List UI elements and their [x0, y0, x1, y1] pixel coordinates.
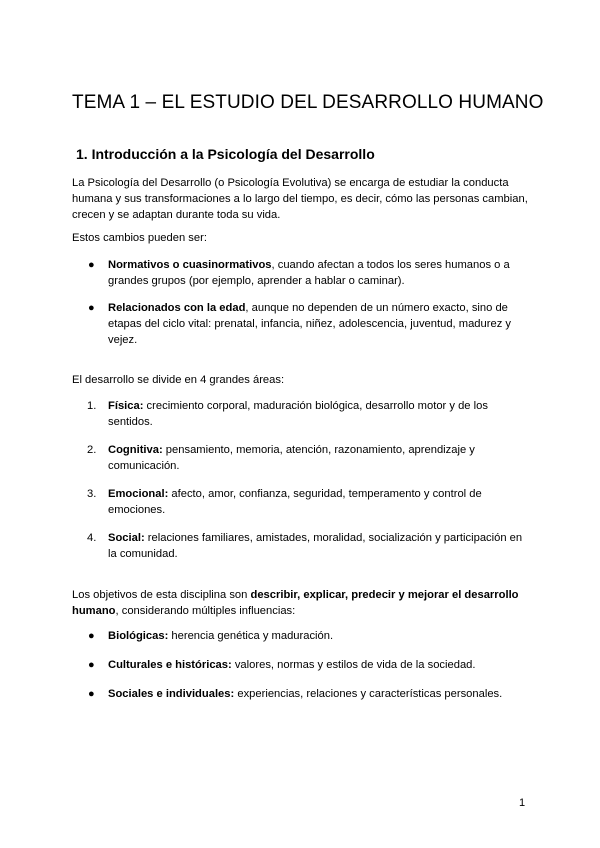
bullet-icon: ●	[88, 688, 95, 700]
list-item-term: Sociales e individuales:	[108, 688, 235, 700]
objectives-paragraph	[72, 587, 542, 619]
list-item	[108, 657, 528, 673]
list-item-text: , cuando afectan a todos los seres humanos o a grandes grupos (por ejemplo, aprender a hablar o caminar).	[108, 259, 510, 287]
objectives-bold: describir, explicar, predecir y mejorar el desarrollo humano	[72, 589, 519, 617]
objectives-pre: Los objetivos de esta disciplina son	[72, 589, 251, 601]
bullet-icon: ●	[88, 659, 95, 671]
bullet-icon: ●	[88, 302, 95, 314]
list-item	[108, 257, 528, 289]
list-item-text: afecto, amor, confianza, seguridad, temperamento y control de emociones.	[108, 488, 482, 516]
list-item-text: relaciones familiares, amistades, moralidad, socialización y participación en la comunidad.	[108, 532, 523, 560]
list-number: 1.	[87, 400, 97, 412]
list-item-term: Cognitiva:	[108, 444, 163, 456]
list-item-term: Biológicas:	[108, 630, 169, 642]
list-item-term: Relacionados con la edad	[108, 302, 246, 314]
objectives-post: , considerando múltiples influencias:	[115, 605, 296, 617]
list-item	[108, 530, 528, 562]
page-number: 1	[519, 797, 526, 809]
list-item	[108, 686, 528, 702]
list-item-term: Física:	[108, 400, 144, 412]
intro-paragraph: La Psicología del Desarrollo (o Psicología Evolutiva) se encarga de estudiar la conducta humana y sus transformaciones a lo largo del tiempo, es decir, cómo las personas cambian, crecen y se adaptan durante toda su vida.	[72, 177, 528, 221]
bullet-icon: ●	[88, 630, 95, 642]
list-item-text: experiencias, relaciones y características personales.	[234, 688, 503, 700]
bullet-icon: ●	[88, 259, 95, 271]
list-item-text: valores, normas y estilos de vida de la sociedad.	[231, 659, 476, 671]
list-number: 3.	[87, 488, 97, 500]
list-item	[108, 628, 528, 644]
list-item-text: herencia genética y maduración.	[168, 630, 334, 642]
list-item-term: Culturales e históricas:	[108, 659, 232, 671]
list-item-term: Normativos o cuasinormativos	[108, 259, 272, 271]
areas-lead: El desarrollo se divide en 4 grandes áreas:	[72, 374, 285, 386]
list-item-term: Social:	[108, 532, 145, 544]
list-item-text: crecimiento corporal, maduración biológica, desarrollo motor y de los sentidos.	[108, 400, 488, 428]
list-item	[108, 398, 528, 430]
list-item-text: , aunque no dependen de un número exacto, sino de etapas del ciclo vital: prenatal, infancia, niñez, adolescencia, juventud, madurez y vejez.	[108, 302, 511, 346]
changes-lead: Estos cambios pueden ser:	[72, 232, 207, 244]
list-number: 2.	[87, 444, 97, 456]
list-item-term: Emocional:	[108, 488, 169, 500]
document-title: TEMA 1 – EL ESTUDIO DEL DESARROLLO HUMANO	[72, 92, 544, 113]
section-heading: 1. Introducción a la Psicología del Desarrollo	[76, 146, 375, 162]
list-item	[108, 442, 528, 474]
list-item-text: pensamiento, memoria, atención, razonamiento, aprendizaje y comunicación.	[108, 444, 475, 472]
list-item	[108, 486, 528, 518]
list-number: 4.	[87, 532, 97, 544]
list-item	[108, 300, 528, 348]
